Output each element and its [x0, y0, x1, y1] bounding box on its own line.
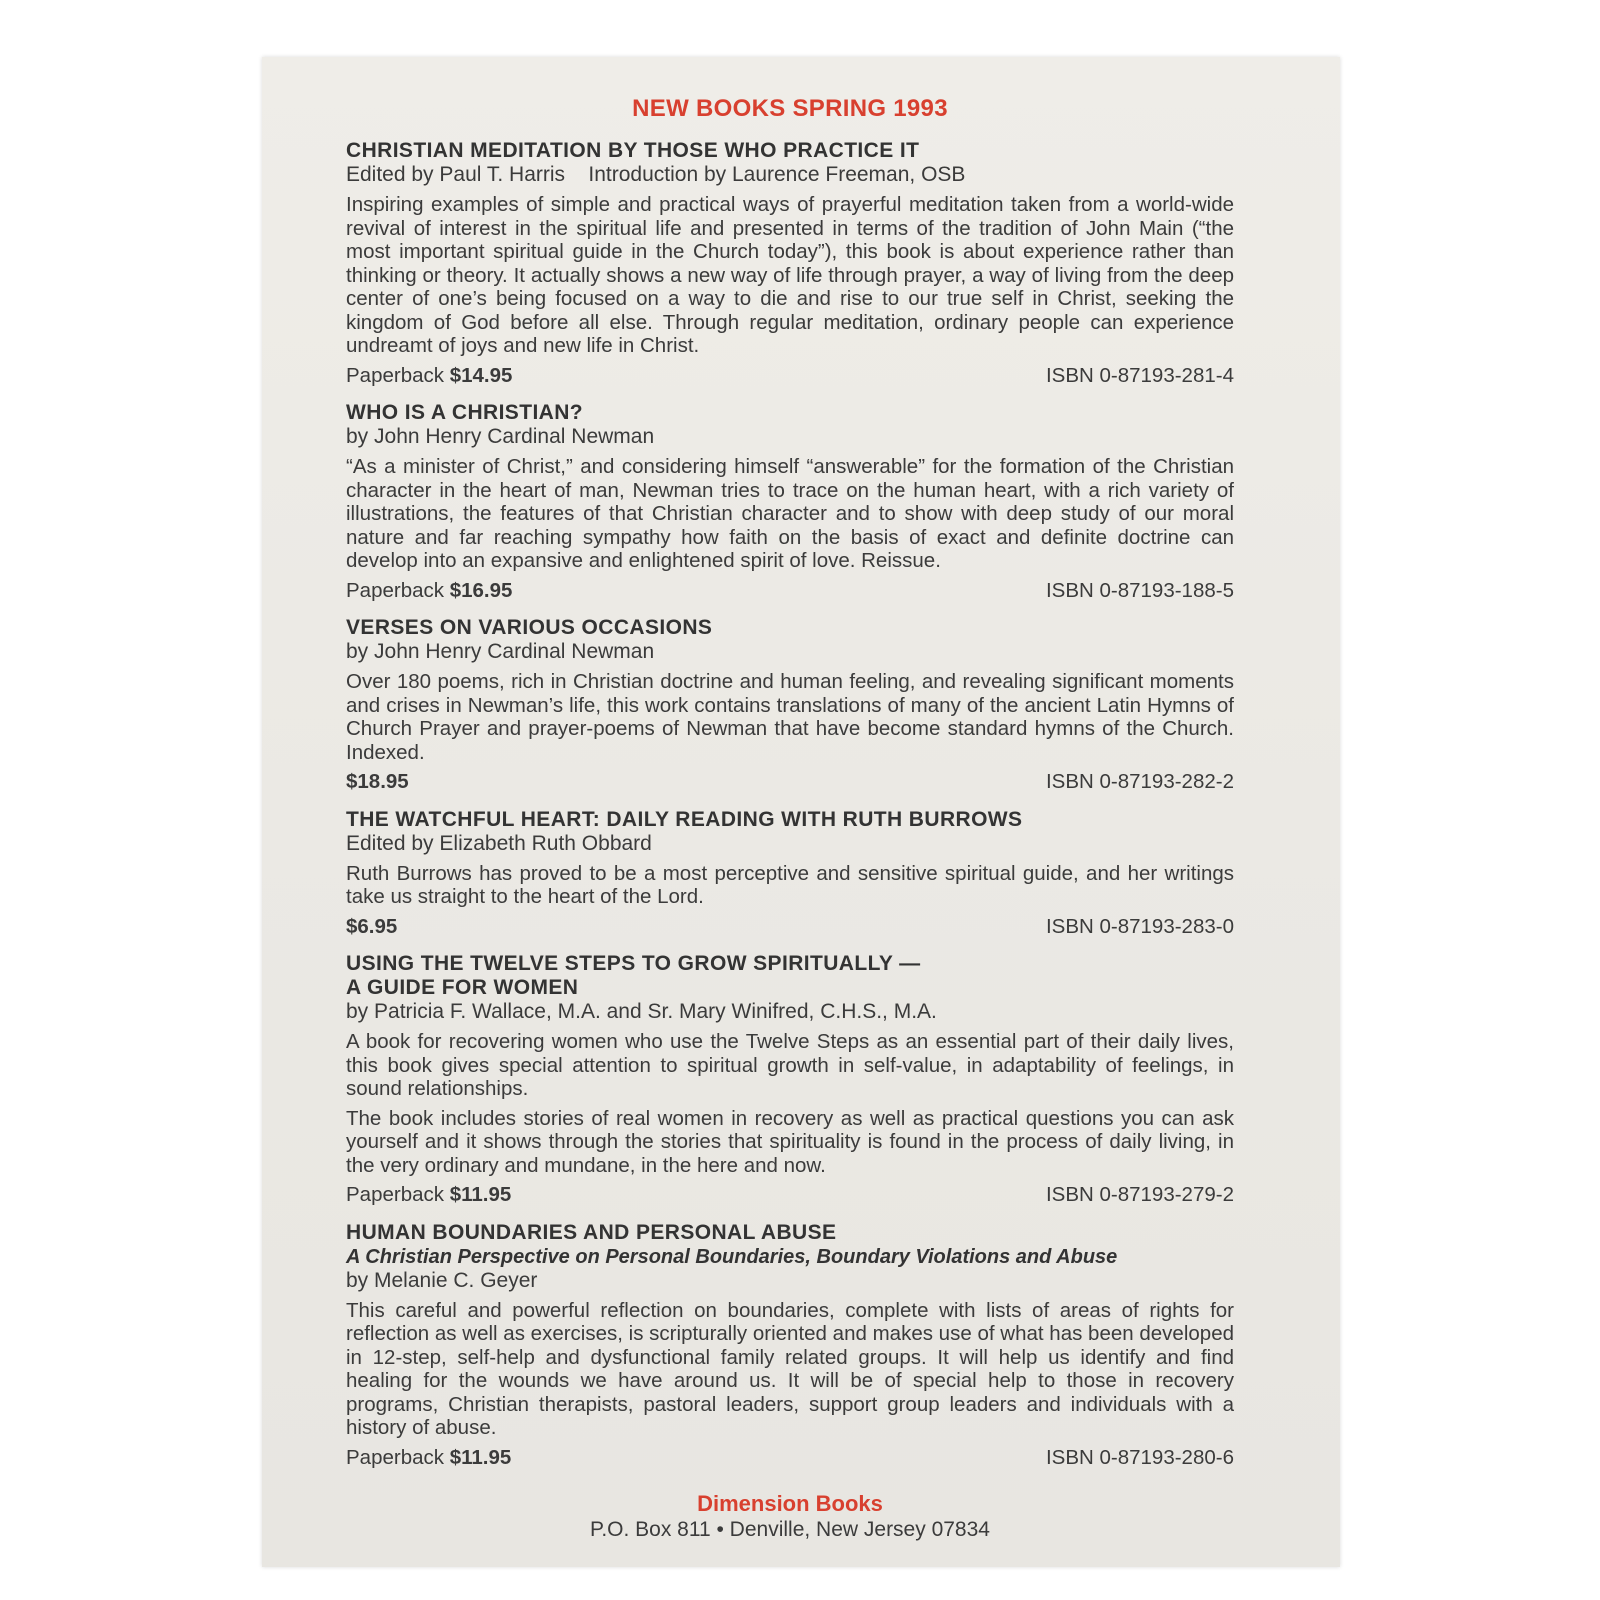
book-title: CHRISTIAN MEDITATION BY THOSE WHO PRACTICE IT	[346, 139, 920, 162]
book-entry	[346, 1221, 1234, 1470]
book-format: Paperback	[346, 578, 445, 602]
book-entry	[346, 401, 1234, 602]
book-author: by John Henry Cardinal Newman	[346, 425, 655, 448]
book-entry	[346, 616, 1234, 794]
price-row	[346, 915, 1234, 939]
publisher-name: Dimension Books	[697, 1491, 883, 1516]
book-entry	[346, 139, 1234, 387]
book-author: Edited by Elizabeth Ruth Obbard	[346, 831, 652, 855]
catalog-content	[346, 95, 1234, 1543]
price-row	[346, 1183, 1234, 1207]
isbn: ISBN 0-87193-281-4	[1045, 363, 1234, 387]
isbn: ISBN 0-87193-279-2	[1045, 1183, 1234, 1206]
book-description: This careful and powerful reflection on boundaries, complete with lists of areas of rights for reflection as well as exercises, is scripturally oriented and makes use of what has been developed in 12-step, self-help and dysfunctional family related groups. It will help us identify and find healing for the wounds we have around us. It will be of special help to those in recovery programs, Christian therapists, pastoral leaders, support group leaders and individuals with a history of abuse.	[346, 1298, 1234, 1439]
price-row	[346, 770, 1234, 794]
price	[346, 1446, 511, 1470]
book-description: A book for recovering women who use the Twelve Steps as an essential part of their daily lives, this book gives special attention to spiritual growth in self-value, in adaptability of feelings, in sound relationships.	[346, 1030, 1234, 1100]
book-format: Paperback	[346, 1183, 445, 1206]
book-title-line-2: A GUIDE FOR WOMEN	[346, 976, 579, 999]
catalog-page	[262, 57, 1340, 1567]
price-amount: $11.95	[449, 1445, 512, 1469]
price	[346, 1183, 511, 1207]
book-entry	[346, 808, 1234, 939]
book-description: Over 180 poems, rich in Christian doctrine and human feeling, and revealing significant moments and crises in Newman’s life, this work contains translations of many of the ancient Latin Hymns of Church Prayer and prayer-poems of Newman that have become standard hymns of the Church. Indexed.	[346, 670, 1234, 764]
price-amount: $18.95	[346, 770, 409, 793]
book-title: WHO IS A CHRISTIAN?	[346, 401, 584, 424]
publisher-block	[346, 1491, 1234, 1543]
isbn: ISBN 0-87193-280-6	[1045, 1445, 1234, 1469]
book-author: by Patricia F. Wallace, M.A. and Sr. Mary Winifred, C.H.S., M.A.	[346, 1000, 937, 1023]
book-author: Edited by Paul T. Harris Introduction by Laurence Freeman, OSB	[346, 163, 966, 186]
price-row	[346, 579, 1234, 603]
book-author: by Melanie C. Geyer	[346, 1268, 538, 1292]
book-title: VERSES ON VARIOUS OCCASIONS	[346, 616, 713, 639]
price-amount: $6.95	[346, 914, 398, 938]
price-row	[346, 364, 1234, 388]
book-description: Ruth Burrows has proved to be a most perceptive and sensitive spiritual guide, and her writings take us straight to the heart of the Lord.	[346, 861, 1234, 908]
isbn: ISBN 0-87193-283-0	[1045, 914, 1234, 938]
book-format: Paperback	[346, 1445, 445, 1469]
price	[346, 579, 512, 603]
book-description: “As a minister of Christ,” and considering himself “answerable” for the formation of the Christian character in the heart of man, Newman tries to trace on the human heart, with a rich variety of illustrations, the features of that Christian character and to show with deep study of our moral nature and far reaching sympathy how faith on the basis of exact and definite doctrine can develop into an expansive and enlightened spirit of love. Reissue.	[346, 455, 1234, 572]
page-title: NEW BOOKS SPRING 1993	[632, 95, 948, 122]
isbn: ISBN 0-87193-188-5	[1045, 578, 1234, 602]
book-author: by John Henry Cardinal Newman	[346, 640, 655, 663]
book-description: Inspiring examples of simple and practical ways of prayerful meditation taken from a world-wide revival of interest in the spiritual life and presented in terms of the tradition of John Main (“the most important spiritual guide in the Church today”), this book is about experience rather than thinking or theory. It actually shows a new way of life through prayer, a way of living from the deep center of one’s being focused on a way to die and rise to our true self in Christ, seeking the kingdom of God before all else. Through regular meditation, ordinary people can experience undreamt of joys and new life in Christ.	[346, 193, 1234, 357]
price-row	[346, 1446, 1234, 1470]
price	[346, 364, 512, 388]
book-title: THE WATCHFUL HEART: DAILY READING WITH RUTH BURROWS	[346, 807, 1023, 831]
book-format: Paperback	[346, 363, 445, 387]
publisher-address: P.O. Box 811 • Denville, New Jersey 07834	[590, 1518, 990, 1541]
book-entry	[346, 952, 1234, 1207]
book-subtitle: A Christian Perspective on Personal Boundaries, Boundary Violations and Abuse	[346, 1245, 1118, 1268]
isbn: ISBN 0-87193-282-2	[1045, 770, 1234, 793]
price-amount: $14.95	[449, 363, 513, 387]
price-amount: $11.95	[449, 1183, 512, 1206]
price-amount: $16.95	[449, 578, 513, 602]
book-title: USING THE TWELVE STEPS TO GROW SPIRITUALLY —	[346, 952, 921, 975]
book-description-2: The book includes stories of real women in recovery as well as practical questions you can ask yourself and it shows through the stories that spirituality is found in the process of daily living, in the very ordinary and mundane, in the here and now.	[346, 1106, 1234, 1177]
book-title: HUMAN BOUNDARIES AND PERSONAL ABUSE	[346, 1220, 837, 1244]
